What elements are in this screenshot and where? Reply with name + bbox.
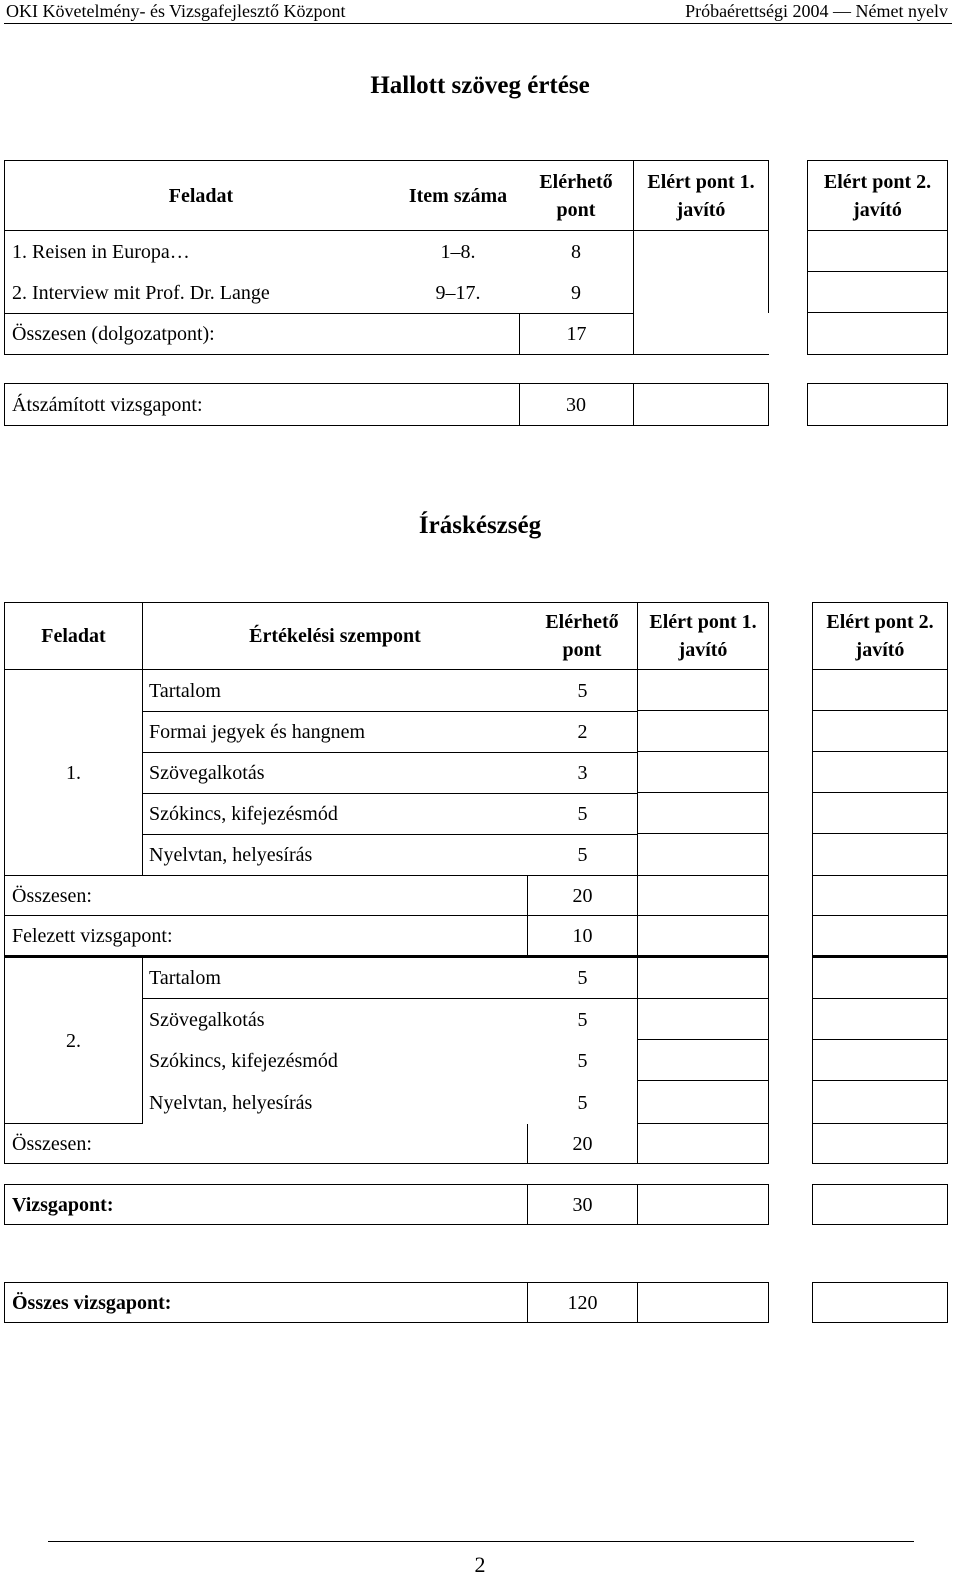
points-1-cell[interactable] (637, 1184, 769, 1225)
criteria-row: Formai jegyek és hangnem (142, 711, 528, 752)
criteria-max: 5 (577, 679, 588, 702)
task-2-label: 2. (4, 958, 143, 1124)
points-2-cell[interactable] (812, 1124, 948, 1164)
writing-title: Íráskészség (418, 512, 542, 539)
points-2-cell[interactable] (812, 958, 948, 999)
points-1-cell[interactable] (633, 272, 769, 313)
points-2-cell[interactable] (812, 1184, 948, 1225)
points-2-cell[interactable] (812, 876, 948, 916)
criteria-row: Tartalom (149, 679, 221, 702)
points-1-cell[interactable] (633, 231, 769, 272)
points-1-cell[interactable] (637, 876, 769, 916)
table-row-max: 8 (519, 231, 634, 272)
header-right: Próbaérettségi 2004 — Német nyelv (685, 1, 948, 21)
page-number: 2 (474, 1552, 486, 1577)
grand-total-max: 120 (527, 1282, 638, 1323)
points-1-cell[interactable] (633, 383, 769, 426)
points-2-cell[interactable] (812, 711, 948, 752)
criteria-max: 3 (527, 752, 638, 793)
table-row-max: 9 (519, 272, 634, 313)
col-header-max-points: Elérhető pont (527, 602, 638, 670)
table-row-items: 1–8. (440, 240, 476, 263)
points-1-cell[interactable] (637, 1124, 769, 1164)
points-1-cell[interactable] (637, 916, 769, 958)
points-2-cell[interactable] (812, 834, 948, 876)
points-2-cell[interactable] (807, 313, 948, 355)
col-header-points-1: Elért pont 1. javító (637, 602, 769, 670)
points-1-cell[interactable] (633, 313, 769, 355)
listening-total-label: Összesen (dolgozatpont): (4, 313, 520, 355)
criteria-max: 5 (527, 834, 638, 876)
points-2-cell[interactable] (812, 670, 948, 711)
criteria-row: Szókincs, kifejezésmód (149, 1049, 338, 1072)
task-1-label: 1. (4, 670, 143, 876)
criteria-max: 5 (577, 1091, 588, 1114)
task-2-total-label: Összesen: (4, 1124, 528, 1164)
footer-rule (48, 1541, 914, 1542)
task-2-total-max: 20 (527, 1124, 638, 1164)
criteria-row: Szövegalkotás (149, 1008, 265, 1031)
col-header-task: Feladat (4, 160, 397, 231)
header-left: OKI Követelmény- és Vizsgafejlesztő Központ (6, 1, 346, 21)
points-2-cell[interactable] (812, 916, 948, 958)
task-1-total-label: Összesen: (4, 876, 528, 916)
points-2-cell[interactable] (812, 999, 948, 1040)
points-2-cell[interactable] (812, 752, 948, 793)
criteria-row: Szókincs, kifejezésmód (142, 793, 528, 834)
points-2-cell[interactable] (807, 383, 948, 426)
criteria-max: 5 (527, 958, 638, 999)
grand-total-label: Összes vizsgapont: (4, 1282, 528, 1323)
col-header-criteria: Értékelési szempont (142, 602, 528, 670)
points-1-cell[interactable] (637, 999, 769, 1040)
table-row-task: 1. Reisen in Europa… (4, 231, 397, 272)
criteria-max: 2 (527, 711, 638, 752)
header-rule (4, 23, 952, 24)
col-header-task: Feladat (4, 602, 143, 670)
listening-converted-label: Átszámított vizsgapont: (4, 383, 520, 426)
task-1-halved-max: 10 (527, 916, 638, 958)
col-header-max-points: Elérhető pont (519, 160, 634, 231)
exam-points-max: 30 (527, 1184, 638, 1225)
points-1-cell[interactable] (637, 793, 769, 834)
col-header-item-no: Item száma (397, 160, 519, 231)
points-1-cell[interactable] (637, 670, 769, 711)
task-1-halved-label: Felezett vizsgapont: (4, 916, 528, 958)
points-1-cell[interactable] (637, 958, 769, 999)
points-2-cell[interactable] (807, 272, 948, 313)
col-header-points-2: Elért pont 2. javító (812, 602, 948, 670)
listening-title: Hallott szöveg értése (370, 72, 590, 99)
points-2-cell[interactable] (807, 231, 948, 272)
criteria-row: Tartalom (142, 958, 528, 999)
criteria-max: 5 (527, 793, 638, 834)
points-1-cell[interactable] (637, 834, 769, 876)
listening-total-max: 17 (519, 313, 634, 355)
criteria-max: 5 (577, 1008, 588, 1031)
col-header-points-1: Elért pont 1. javító (633, 160, 769, 231)
points-2-cell[interactable] (812, 1282, 948, 1323)
points-1-cell[interactable] (637, 1040, 769, 1081)
criteria-row: Szövegalkotás (142, 752, 528, 793)
points-1-cell[interactable] (637, 711, 769, 752)
task-1-total-max: 20 (527, 876, 638, 916)
table-row-task: 2. Interview mit Prof. Dr. Lange (4, 272, 397, 313)
exam-points-label: Vizsgapont: (4, 1184, 528, 1225)
criteria-max: 5 (577, 1049, 588, 1072)
points-1-cell[interactable] (637, 752, 769, 793)
points-2-cell[interactable] (812, 793, 948, 834)
points-1-cell[interactable] (637, 1282, 769, 1323)
table-row-items: 9–17. (435, 281, 481, 304)
col-header-points-2: Elért pont 2. javító (807, 160, 948, 231)
points-2-cell[interactable] (812, 1081, 948, 1124)
points-2-cell[interactable] (812, 1040, 948, 1081)
criteria-row: Nyelvtan, helyesírás (149, 1091, 313, 1114)
points-1-cell[interactable] (637, 1081, 769, 1124)
criteria-row: Nyelvtan, helyesírás (142, 834, 528, 876)
listening-converted-max: 30 (519, 383, 634, 426)
